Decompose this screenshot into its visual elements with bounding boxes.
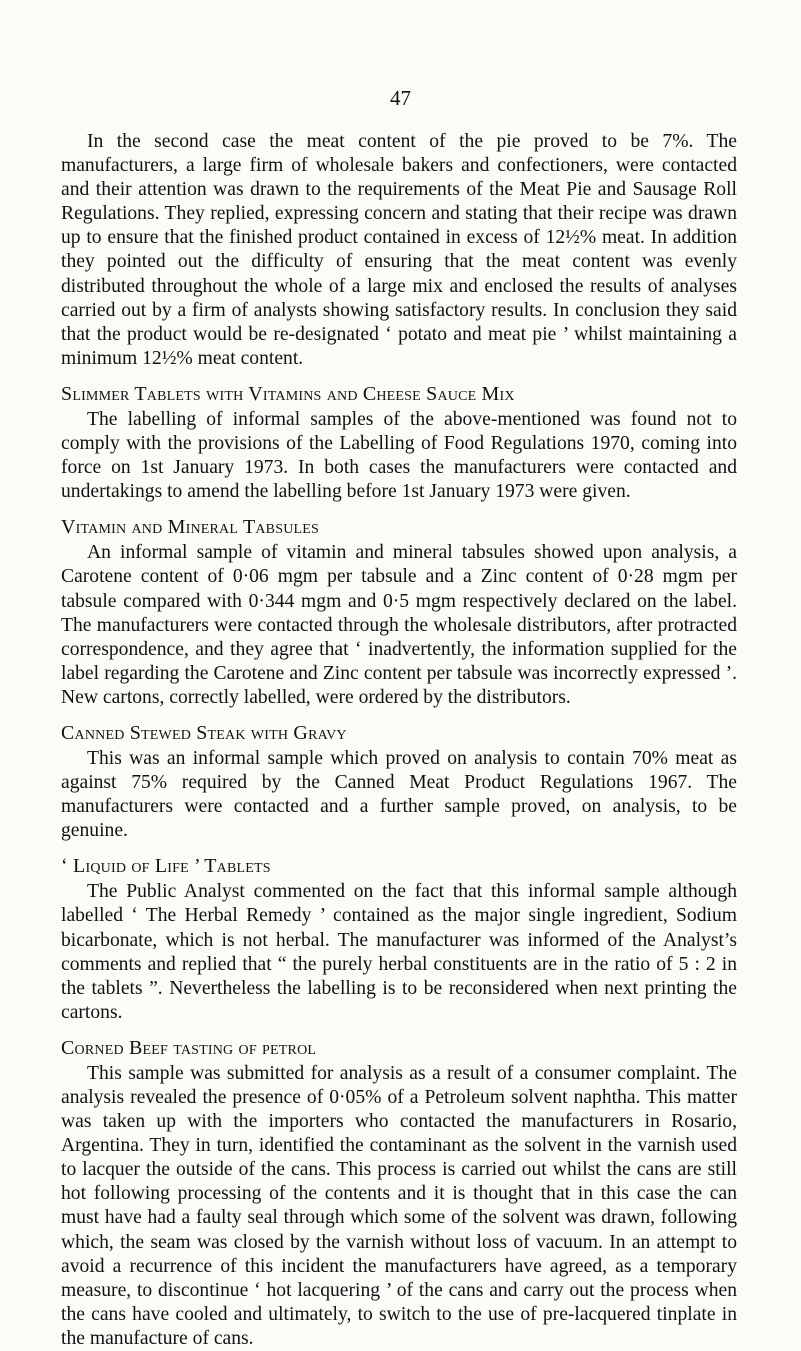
section-heading: Corned Beef tasting of petrol <box>61 1036 317 1059</box>
section-paragraph: This was an informal sample which proved on analysis to contain 70% meat as against 75% required by the Canned Meat Product Regulations 1967. The manufacturers were contacted and a further sample proved, on analysis, to be genuine. <box>61 747 737 842</box>
section-paragraph: This sample was submitted for analysis as a result of a consumer complaint. The analysis revealed the presence of 0·05% of a Petroleum solvent naphtha. This matter was taken up with the importers who contacted the manufacturers in Rosario, Argentina. They in turn, identified the contaminant as the solvent in the varnish used to lacquer the outside of the cans. This process is carried out whilst the cans are still hot following processing of the contents and it is thought that in this case the can must have had a faulty seal through which some of the solvent was drawn, following which, the seam was closed by the varnish without loss of vacuum. In an attempt to avoid a recurrence of this incident the manufacturers have agreed, as a temporary measure, to discontinue ‘ hot lacquering ’ of the cans and carry out the process when the cans have cooled and ultimately, to switch to the use of pre-lacquered tinplate in the manufacture of cans. <box>61 1062 737 1349</box>
section-paragraph: The Public Analyst commented on the fact that this informal sample although labelled ‘ The Herbal Remedy ’ contained as the major single ingredient, Sodium bicarbonate, which is not herbal. The manufacturer was informed of the Analyst’s comments and replied that “ the purely herbal constituents are in the ratio of 5 : 2 in the tablets ”. Nevertheless the labelling is to be reconsidered when next printing the cartons. <box>61 881 737 1023</box>
section-paragraph: An informal sample of vitamin and mineral tabsules showed upon analysis, a Carotene content of 0·06 mgm per tabsule and a Zinc content of 0·28 mgm per tabsule compared with 0·344 mgm and 0·5 mgm respectively declared on the label. The manufacturers were contacted through the wholesale distributors, after protracted correspondence, and they agree that ‘ inadvertently, the information supplied for the label regarding the Carotene and Zinc content per tabsule was incorrectly expressed ’. New cartons, correctly labelled, were ordered by the distributors. <box>61 542 737 708</box>
document-body <box>61 130 737 1351</box>
intro-paragraph: In the second case the meat content of the pie proved to be 7%. The manufacturers, a large firm of wholesale bakers and confectioners, were contacted and their attention was drawn to the requirements of the Meat Pie and Sausage Roll Regulations. They replied, expressing concern and stating that their recipe was drawn up to ensure that the finished product contained in excess of 12½% meat. In addition they pointed out the difficulty of ensuring that the meat content was evenly distributed throughout the whole of a large mix and enclosed the results of analyses carried out by a firm of analysts showing satisfactory results. In conclusion they said that the product would be re-designated ‘ potato and meat pie ’ whilst maintaining a minimum 12½% meat content. <box>61 131 737 369</box>
section-heading: Slimmer Tablets with Vitamins and Cheese Sauce Mix <box>61 382 515 405</box>
section-slimmer-tablets <box>61 382 737 504</box>
section-vitamin-mineral-tabsules <box>61 515 737 710</box>
section-heading: ‘ Liquid of Life ’ Tablets <box>61 855 271 878</box>
page-number: 47 <box>390 86 411 110</box>
section-canned-stewed-steak <box>61 721 737 843</box>
section-paragraph: The labelling of informal samples of the above-mentioned was found not to comply with the provisions of the Labelling of Food Regulations 1970, coming into force on 1st January 1973. In both cases the manufacturers were contacted and undertakings to amend the labelling before 1st January 1973 were given. <box>61 408 737 503</box>
section-corned-beef <box>61 1036 737 1351</box>
section-heading: Canned Stewed Steak with Gravy <box>61 721 347 744</box>
section-heading: Vitamin and Mineral Tabsules <box>61 516 319 539</box>
section-liquid-of-life <box>61 854 737 1025</box>
